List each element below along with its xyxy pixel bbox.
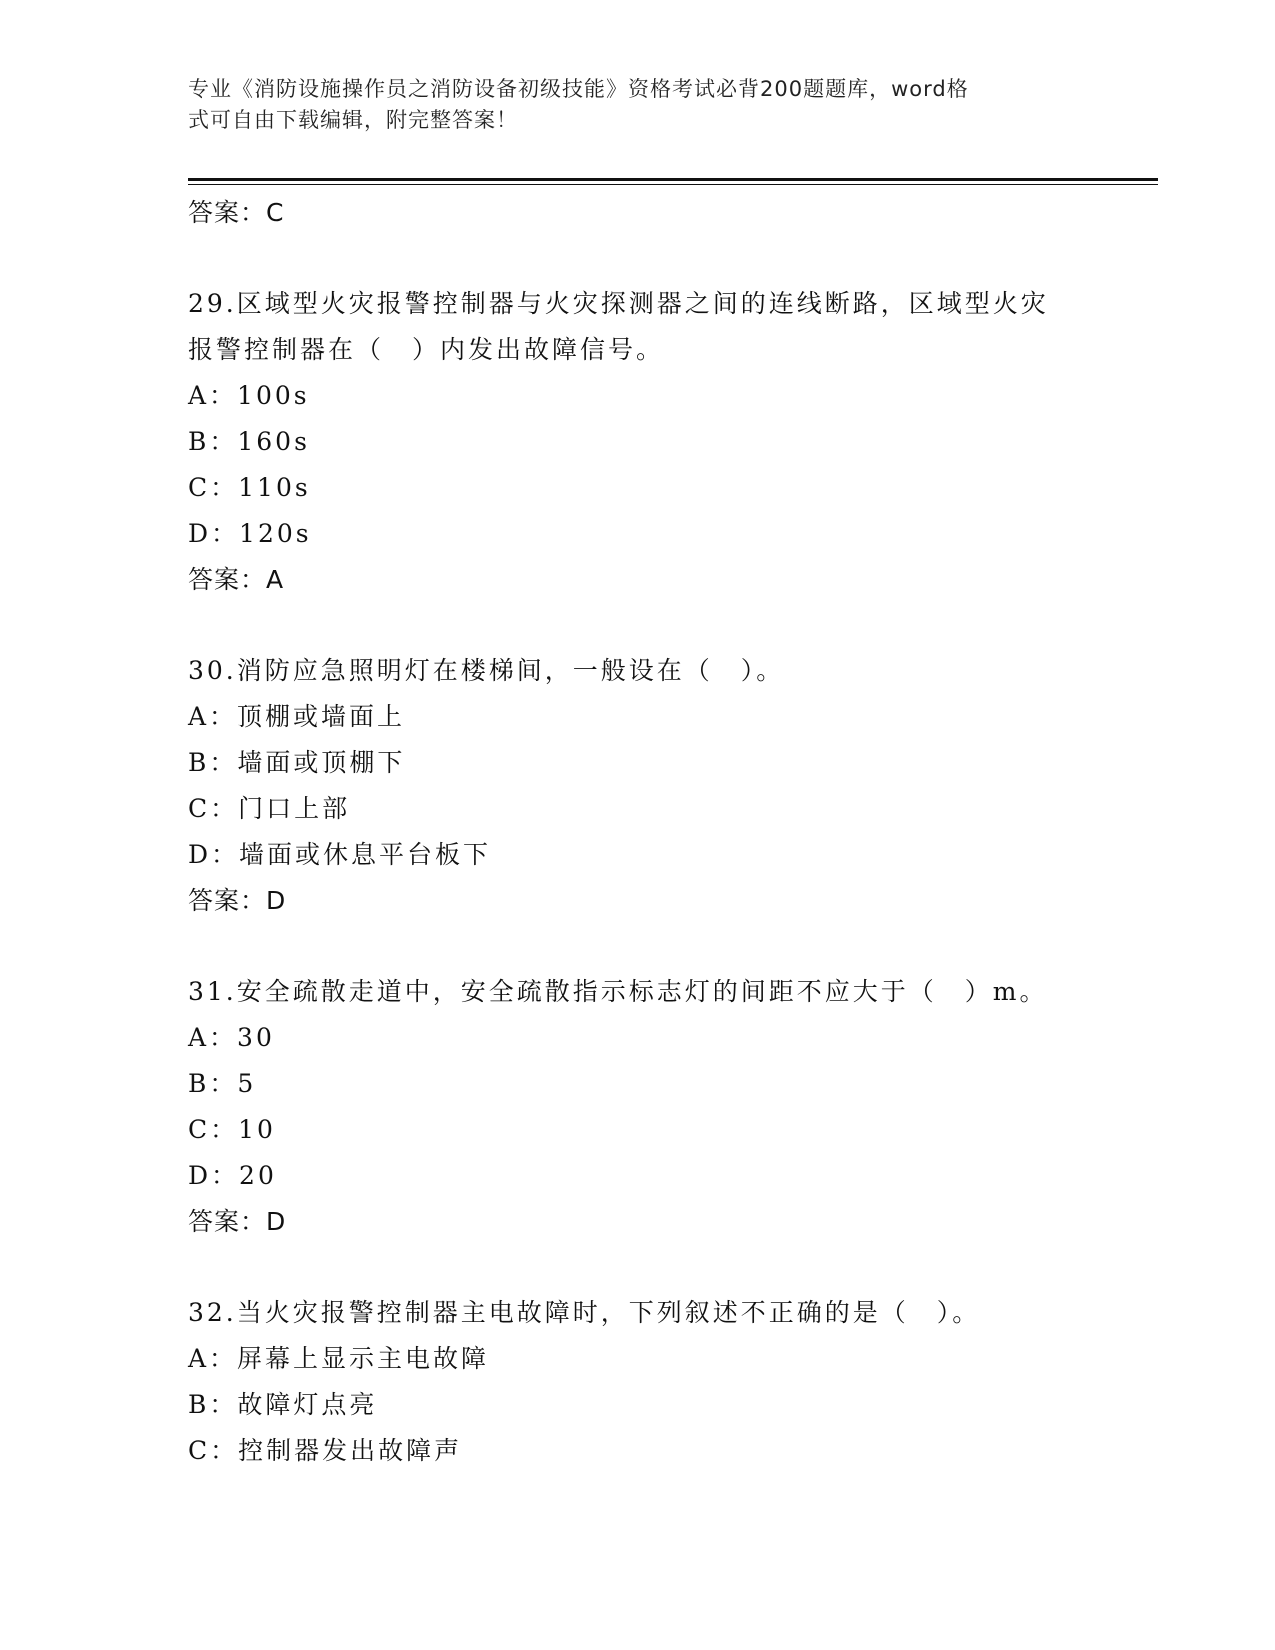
answer: 答案：A	[188, 565, 285, 594]
header-line-2: 式可自由下载编辑，附完整答案！	[188, 108, 518, 132]
previous-answer: 答案：C	[188, 198, 285, 227]
document-header	[188, 74, 1088, 136]
option-a: A：顶棚或墙面上	[188, 702, 406, 731]
spacer	[188, 236, 1168, 281]
spacer	[188, 924, 1168, 969]
question-31	[188, 969, 1168, 1245]
question-list	[188, 190, 1168, 1474]
question-stem-cont: 报警控制器在（ ）内发出故障信号。	[188, 335, 665, 364]
option-d: D：120s	[188, 519, 312, 548]
question-32	[188, 1290, 1168, 1474]
question-stem: 31.安全疏散走道中，安全疏散指示标志灯的间距不应大于（ ）m。	[188, 977, 1048, 1006]
header-line-1: 专业《消防设施操作员之消防设备初级技能》资格考试必背200题题库，word格	[188, 77, 969, 101]
option-b: B：墙面或顶棚下	[188, 748, 406, 777]
option-b: B：5	[188, 1069, 257, 1098]
question-29	[188, 281, 1168, 603]
spacer	[188, 1245, 1168, 1290]
option-b: B：故障灯点亮	[188, 1390, 378, 1419]
option-d: D：20	[188, 1161, 277, 1190]
option-a: A：100s	[188, 381, 310, 410]
header-rule-thin	[188, 184, 1158, 185]
question-stem: 29.区域型火灾报警控制器与火灾探测器之间的连线断路，区域型火灾	[188, 289, 1049, 318]
option-c: C：10	[188, 1115, 276, 1144]
question-stem: 30.消防应急照明灯在楼梯间，一般设在（ ）。	[188, 656, 785, 685]
option-c: C：控制器发出故障声	[188, 1436, 463, 1465]
option-a: A：30	[188, 1023, 275, 1052]
option-d: D：墙面或休息平台板下	[188, 840, 492, 869]
option-c: C：门口上部	[188, 794, 351, 823]
spacer	[188, 603, 1168, 648]
question-30	[188, 648, 1168, 924]
header-rule-thick	[188, 178, 1158, 181]
answer: 答案：D	[188, 1207, 287, 1236]
answer: 答案：D	[188, 886, 287, 915]
option-a: A：屏幕上显示主电故障	[188, 1344, 490, 1373]
option-b: B：160s	[188, 427, 310, 456]
option-c: C：110s	[188, 473, 311, 502]
question-stem: 32.当火灾报警控制器主电故障时，下列叙述不正确的是（ ）。	[188, 1298, 981, 1327]
